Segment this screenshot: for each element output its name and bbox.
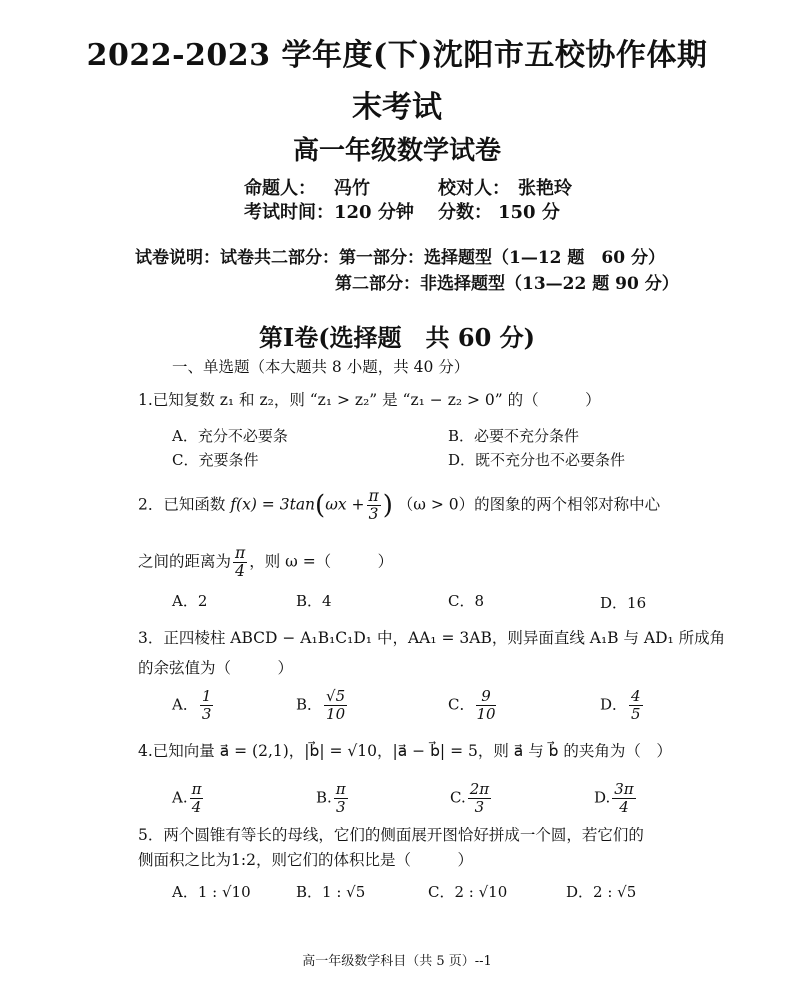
- question-2-distance-fraction: [233, 545, 247, 580]
- option-fraction: [190, 781, 204, 816]
- question-1-option-d: D．既不充分也不必要条件: [448, 451, 626, 469]
- option-fraction: [324, 688, 347, 723]
- option-label: B.: [316, 788, 332, 807]
- fraction-numerator: 1: [201, 687, 212, 705]
- question-1-option-c: C．充要条件: [172, 451, 259, 469]
- question-3-stem-line2: 的余弦值为（ ）: [138, 659, 294, 677]
- question-2-arg: ωx +: [325, 495, 365, 514]
- option-fraction: [200, 688, 214, 723]
- question-4-option-d: [594, 781, 638, 816]
- fraction-denominator: 5: [631, 705, 641, 723]
- option-label: B．: [296, 695, 323, 714]
- option-fraction: [476, 688, 495, 723]
- instructions-line1: 试卷说明：试卷共二部分：第一部分：选择题型（1—12 题 60 分）: [135, 248, 665, 268]
- author-label: 命题人：: [244, 178, 316, 199]
- question-4-option-c: [450, 781, 493, 816]
- author-name: 冯竹: [334, 178, 370, 199]
- fraction-denominator: 3: [335, 798, 346, 816]
- fraction-numerator: 4: [631, 687, 641, 705]
- question-5-option-a: A．1 : √10: [172, 883, 251, 901]
- question-1-option-b: B．必要不充分条件: [448, 427, 580, 445]
- question-3-stem: 3．正四棱柱 ABCD − A₁B₁C₁D₁ 中，AA₁ = 3AB，则异面直线 A₁B 与 AD₁ 所成角: [138, 629, 726, 647]
- fraction-numerator: 3π: [614, 780, 634, 798]
- fraction-numerator: 9: [476, 688, 495, 706]
- question-3-option-d: [600, 688, 645, 723]
- question-4-option-b: [316, 781, 350, 816]
- fraction-numerator: √5: [326, 687, 346, 705]
- question-5-stem: 5．两个圆锥有等长的母线，它们的侧面展开图恰好拼成一个圆，若它们的: [138, 826, 644, 844]
- time-value: 120 分钟: [334, 202, 414, 223]
- question-2-option-d: D．16: [600, 594, 647, 612]
- fraction-denominator: 4: [619, 798, 629, 816]
- question-2-line2-prefix: 之间的距离为: [138, 552, 232, 571]
- exam-title-line2: 末考试: [352, 90, 442, 125]
- option-label: A.: [172, 788, 188, 807]
- question-3-option-b: [296, 688, 349, 723]
- fraction-numerator: π: [191, 780, 202, 798]
- question-2-condition: （ω > 0）: [397, 495, 475, 514]
- question-4-stem: 4.已知向量 a⃗ = (2,1)，|b⃗| = √10，|a⃗ − b⃗| = 5，则 a⃗ 与 b⃗ 的夹角为（ ）: [138, 742, 672, 760]
- reviewer-name: 张艳玲: [518, 178, 572, 199]
- question-3-option-c: [448, 688, 498, 723]
- question-3-option-a: [172, 688, 215, 723]
- fraction-denominator: 10: [476, 705, 496, 723]
- question-5-stem-line2: 侧面积之比为1:2，则它们的体积比是（ ）: [138, 851, 473, 869]
- fraction-numerator: π: [335, 780, 346, 798]
- option-fraction: [468, 781, 491, 816]
- fraction-numerator: 2π: [469, 780, 490, 798]
- question-5-option-d: D．2 : √5: [566, 883, 637, 901]
- score-label: 分数：: [438, 202, 492, 223]
- question-2-function: f(x) = 3tan: [230, 495, 316, 514]
- question-1-option-a: A．充分不必要条: [172, 427, 288, 445]
- option-label: D．: [600, 695, 628, 714]
- fraction-denominator: 4: [191, 798, 202, 816]
- instructions-line2: 第二部分：非选择题型（13—22 题 90 分）: [335, 274, 679, 294]
- fraction-denominator: 3: [474, 798, 485, 816]
- question-2-option-c: C．8: [448, 592, 485, 610]
- question-2-suffix: 的图象的两个相邻对称中心: [474, 495, 661, 514]
- fraction-denominator: 3: [201, 705, 212, 723]
- time-label: 考试时间：: [244, 202, 334, 223]
- question-2-option-b: B．4: [296, 592, 332, 610]
- exam-title-line1: 2022-2023 学年度(下)沈阳市五校协作体期: [86, 38, 708, 73]
- question-1-stem: 1.已知复数 z₁ 和 z₂，则 “z₁ > z₂” 是 “z₁ − z₂ > 0” 的（ ）: [138, 391, 601, 409]
- paren-close: ): [382, 490, 393, 521]
- page-footer: 高一年级数学科目（共 5 页）--1: [302, 954, 492, 969]
- question-2-option-a: A．2: [172, 592, 208, 610]
- fraction-denominator: 3: [368, 505, 379, 523]
- score-value: 150 分: [498, 202, 560, 223]
- exam-subtitle: 高一年级数学试卷: [292, 136, 501, 166]
- option-label: A．: [172, 695, 198, 714]
- paren-open: (: [315, 490, 326, 521]
- option-label: C．: [448, 695, 475, 714]
- option-fraction: [612, 781, 635, 816]
- question-2-stem: [138, 488, 660, 523]
- fraction-denominator: 4: [235, 562, 246, 580]
- option-label: D.: [594, 788, 611, 807]
- question-5-option-b: B．1 : √5: [296, 883, 366, 901]
- option-fraction: [629, 688, 643, 723]
- option-fraction: [334, 781, 348, 816]
- fraction-denominator: 10: [326, 705, 346, 723]
- fraction-numerator: π: [368, 487, 379, 505]
- question-2-prefix: 2．已知函数: [138, 495, 226, 514]
- question-2-stem-line2: [138, 545, 393, 580]
- section-title: 第Ⅰ卷(选择题 共 60 分): [258, 323, 536, 352]
- question-2-fraction: [367, 488, 381, 523]
- question-4-option-a: [172, 781, 205, 816]
- option-label: C.: [450, 788, 466, 807]
- reviewer-label: 校对人：: [438, 178, 510, 199]
- question-2-line2-suffix: ，则 ω =（ ）: [249, 552, 394, 571]
- fraction-numerator: π: [235, 544, 246, 562]
- part-heading: 一、单选题（本大题共 8 小题，共 40 分）: [172, 358, 470, 376]
- question-5-option-c: C．2 : √10: [428, 883, 508, 901]
